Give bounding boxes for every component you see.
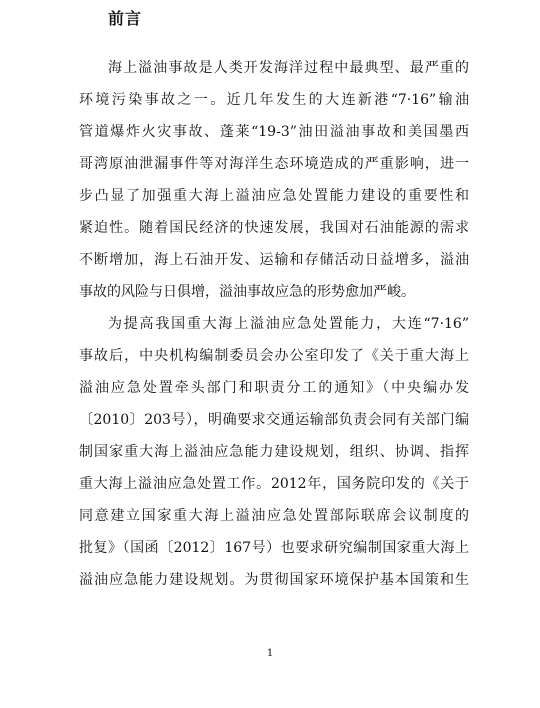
- text-line: 批复》（国函〔2012〕167号）也要求研究编制国家重大海上: [79, 540, 469, 556]
- text-line: 事故后，中央机构编制委员会办公室印发了《关于重大海上: [79, 348, 469, 364]
- body-text: [79, 52, 469, 596]
- paragraph-2: [79, 308, 469, 596]
- text-line: 〔2010〕203号），明确要求交通运输部负责会同有关部门编: [79, 412, 469, 428]
- text-line: 同意建立国家重大海上溢油应急处置部际联席会议制度的: [79, 508, 469, 524]
- text-line: 管道爆炸火灾事故、蓬莱“19-3”油田溢油事故和美国墨西: [79, 124, 469, 140]
- text-line: 海上溢油事故是人类开发海洋过程中最典型、最严重的: [108, 60, 469, 76]
- text-line: 哥湾原油泄漏事件等对海洋生态环境造成的严重影响，进一: [79, 156, 469, 172]
- page-number: 1: [266, 648, 274, 659]
- text-line: 不断增加，海上石油开发、运输和存储活动日益增多，溢油: [79, 252, 469, 268]
- text-line: 环境污染事故之一。近几年发生的大连新港“7·16”输油: [79, 92, 469, 108]
- text-line: 溢油应急处置牵头部门和职责分工的通知》（中央编办发: [79, 380, 469, 396]
- text-line: 步凸显了加强重大海上溢油应急处置能力建设的重要性和: [79, 188, 469, 204]
- paragraph-1: [79, 52, 469, 308]
- text-line: 重大海上溢油应急处置工作。2012年，国务院印发的《关于: [79, 476, 469, 492]
- text-line: 制国家重大海上溢油应急能力建设规划，组织、协调、指挥: [79, 444, 469, 460]
- text-line: 溢油应急能力建设规划。为贯彻国家环境保护基本国策和生: [79, 572, 469, 588]
- text-line: 为提高我国重大海上溢油应急处置能力，大连“7·16”: [108, 316, 469, 332]
- text-line: 紧迫性。随着国民经济的快速发展，我国对石油能源的需求: [79, 220, 469, 236]
- text-line: 事故的风险与日俱增，溢油事故应急的形势愈加严峻。: [79, 284, 415, 300]
- section-heading: 前言: [108, 9, 143, 28]
